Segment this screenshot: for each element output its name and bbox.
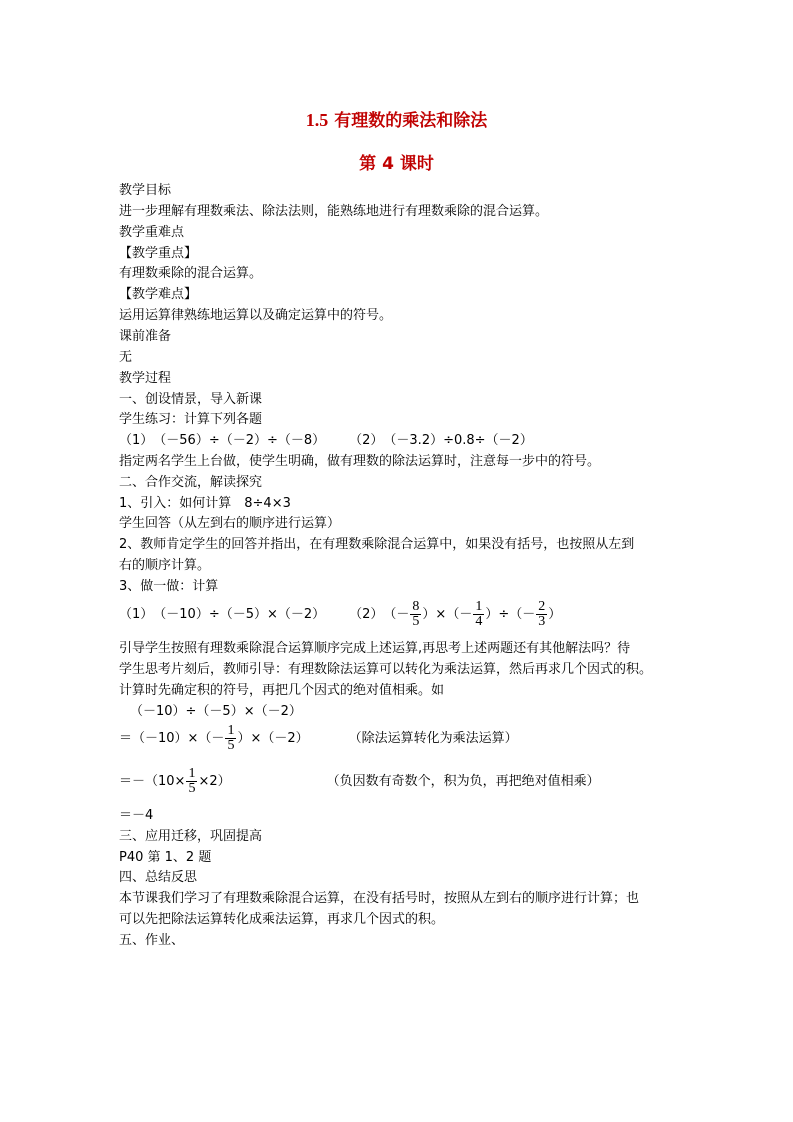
exercise-line: （1） （－10）÷（－5）×（－2） （2） （－ $\frac{8}{5}$ ）×（－ $\frac{1}{4}$ ）÷（－ $\frac{2}{3}$ ）: [119, 599, 562, 629]
exercise-line: [119, 433, 533, 449]
fraction: $\frac{1}{5}$: [188, 766, 196, 796]
section-heading: 教学过程: [119, 371, 172, 386]
text-line: 计算时先确定积的符号，再把几个因式的绝对值相乘。如: [119, 683, 445, 698]
sub-heading: 【教学难点】: [119, 287, 198, 302]
calculation-step: ＝（－10）×（－ $\frac{1}{5}$ ）×（－2） （除法运算转化为乘法运算）: [119, 723, 518, 753]
text-line: 学生练习：计算下列各题: [119, 412, 263, 427]
title-text: 有理数的乘法和除法: [334, 111, 488, 131]
exercise-1a: （1） （－56）÷（－2）÷（－8）: [119, 433, 326, 448]
text-line: 无: [119, 350, 133, 365]
calculation-result: ＝－4: [119, 808, 154, 823]
exercise-1b: （2） （－3.2）÷0.8÷（－2）: [349, 433, 533, 448]
text-line: 进一步理解有理数乘法、除法法则，能熟练地进行有理数乘除的混合运算。: [119, 204, 549, 219]
section-heading: 教学重难点: [119, 225, 185, 240]
exercise-2b-prefix: （2） （－: [349, 607, 410, 622]
fraction: $\frac{8}{5}$: [412, 599, 420, 629]
text-line: 可以先把除法运算转化成乘法运算，再求几个因式的积。: [119, 912, 445, 927]
text-line: 3、做一做：计算: [119, 579, 219, 594]
page-title: [0, 106, 793, 131]
text-line: 三、应用迁移，巩固提高: [119, 829, 263, 844]
text-line: 右的顺序计算。: [119, 558, 211, 573]
step-note: （负因数有奇数个，积为负，再把绝对值相乘）: [326, 774, 600, 789]
fraction: $\frac{1}{5}$: [227, 723, 235, 753]
text-line: 学生思考片刻后，教师引导：有理数除法运算可以转化为乘法运算，然后再求几个因式的积。: [119, 662, 653, 677]
step-note: （除法运算转化为乘法运算）: [348, 731, 518, 746]
page-subtitle: 第 4 课时: [359, 154, 434, 174]
text-line: 有理数乘除的混合运算。: [119, 266, 263, 281]
fraction: $\frac{2}{3}$: [538, 599, 546, 629]
text-line: 一、创设情景，导入新课: [119, 392, 263, 407]
fraction: $\frac{1}{4}$: [475, 599, 483, 629]
text-line: 五、作业、: [119, 933, 185, 948]
text-line: 指定两名学生上台做，使学生明确，做有理数的除法运算时，注意每一步中的符号。: [119, 454, 601, 469]
calculation-step: ＝－（10× $\frac{1}{5}$ ×2） （负因数有奇数个，积为负，再把绝对值相乘）: [119, 766, 600, 796]
title-number: 1.5: [305, 110, 329, 130]
text-line: 四、总结反思: [119, 870, 198, 885]
text-line: 1、引入：如何计算 8÷4×3: [119, 496, 291, 511]
sub-heading: 【教学重点】: [119, 246, 198, 261]
text-line: P40 第 1、2 题: [119, 850, 212, 865]
text-line: 二、合作交流，解读探究: [119, 475, 263, 490]
expression-line: （－10）÷（－5）×（－2）: [130, 704, 302, 719]
section-heading: 课前准备: [119, 329, 172, 344]
text-line: 2、教师肯定学生的回答并指出，在有理数乘除混合运算中，如果没有括号，也按照从左到: [119, 537, 635, 552]
text-line: 本节课我们学习了有理数乘除混合运算，在没有括号时，按照从左到右的顺序进行计算；也: [119, 891, 640, 906]
text-line: 运用运算律熟练地运算以及确定运算中的符号。: [119, 308, 393, 323]
section-heading: 教学目标: [119, 183, 172, 198]
text-line: 学生回答（从左到右的顺序进行运算）: [119, 516, 341, 531]
text-line: 引导学生按照有理数乘除混合运算顺序完成上述运算,再思考上述两题还有其他解法吗？待: [119, 641, 631, 656]
exercise-2a: （1） （－10）÷（－5）×（－2）: [119, 607, 326, 622]
